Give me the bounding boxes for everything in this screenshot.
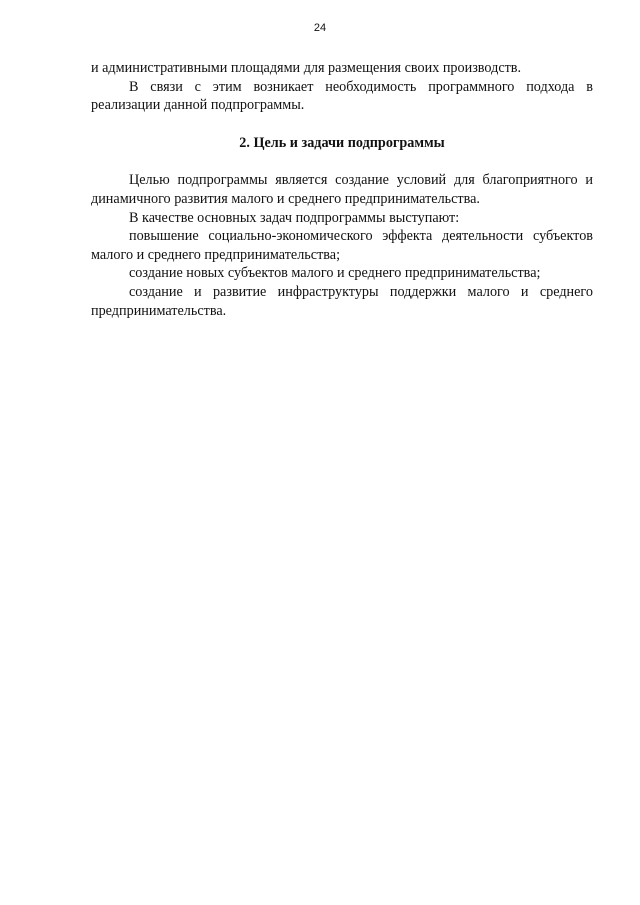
task-item: создание и развитие инфраструктуры поддержки малого и среднего предпринимательства. — [91, 283, 593, 319]
task-item: создание новых субъектов малого и среднего предпринимательства; — [129, 265, 541, 282]
paragraph-continuation: и административными площадями для размещения своих производств. — [91, 60, 522, 76]
document-body — [91, 59, 593, 320]
paragraph-goal: Целью подпрограммы является создание условий для благоприятного и динамичного развития малого и среднего предпринимательства. — [91, 172, 593, 207]
page-number: 24 — [313, 22, 327, 34]
paragraph-tasks-intro: В качестве основных задач подпрограммы выступают: — [129, 209, 460, 226]
task-item: повышение социально-экономического эффекта деятельности субъектов малого и среднего предпринимательства; — [91, 228, 593, 263]
section-heading: 2. Цель и задачи подпрограммы — [239, 134, 445, 151]
paragraph-program-approach: В связи с этим возникает необходимость программного подхода в реализации данной подпрограммы. — [91, 78, 593, 114]
